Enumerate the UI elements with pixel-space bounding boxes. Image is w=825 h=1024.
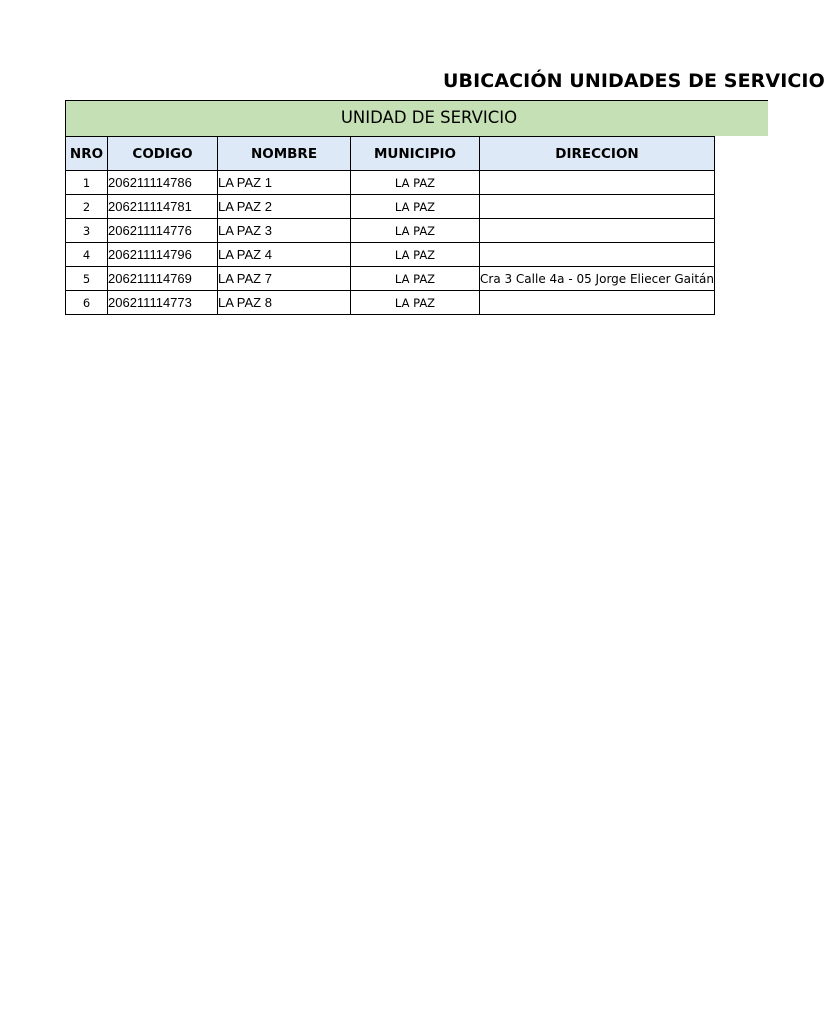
col-header-nombre: NOMBRE: [218, 137, 351, 171]
cell-municipio: LA PAZ: [351, 171, 480, 195]
cell-codigo: 206211114773: [108, 291, 218, 315]
cell-nombre: LA PAZ 3: [218, 219, 351, 243]
table-row: [66, 291, 715, 315]
cell-codigo: 206211114786: [108, 171, 218, 195]
service-units-table: [65, 136, 715, 315]
cell-nro: 2: [66, 195, 108, 219]
cell-direccion: [480, 219, 715, 243]
cell-nro: 5: [66, 267, 108, 291]
cell-nro: 1: [66, 171, 108, 195]
table-row: [66, 195, 715, 219]
cell-nombre: LA PAZ 2: [218, 195, 351, 219]
cell-nombre: LA PAZ 1: [218, 171, 351, 195]
table-row: [66, 243, 715, 267]
cell-municipio: LA PAZ: [351, 267, 480, 291]
cell-nro: 4: [66, 243, 108, 267]
col-header-nro: NRO: [66, 137, 108, 171]
cell-codigo: 206211114776: [108, 219, 218, 243]
cell-nombre: LA PAZ 7: [218, 267, 351, 291]
cell-nro: 6: [66, 291, 108, 315]
cell-direccion: [480, 171, 715, 195]
cell-codigo: 206211114769: [108, 267, 218, 291]
col-header-codigo: CODIGO: [108, 137, 218, 171]
cell-nombre: LA PAZ 8: [218, 291, 351, 315]
col-header-municipio: MUNICIPIO: [351, 137, 480, 171]
title-area: [0, 66, 825, 96]
table-row: [66, 219, 715, 243]
col-header-direccion: DIRECCION: [480, 137, 715, 171]
cell-direccion: [480, 243, 715, 267]
table-row: [66, 171, 715, 195]
table-row: [66, 267, 715, 291]
page-title: UBICACIÓN UNIDADES DE SERVICIO: [443, 70, 825, 92]
cell-direccion: Cra 3 Calle 4a - 05 Jorge Eliecer Gaitán: [480, 267, 715, 291]
cell-direccion: [480, 195, 715, 219]
cell-municipio: LA PAZ: [351, 243, 480, 267]
cell-direccion: [480, 291, 715, 315]
cell-nro: 3: [66, 219, 108, 243]
cell-codigo: 206211114781: [108, 195, 218, 219]
cell-codigo: 206211114796: [108, 243, 218, 267]
cell-nombre: LA PAZ 4: [218, 243, 351, 267]
cell-municipio: LA PAZ: [351, 219, 480, 243]
cell-municipio: LA PAZ: [351, 291, 480, 315]
section-band: [65, 100, 768, 136]
header-row: [66, 137, 715, 171]
section-band-label: UNIDAD DE SERVICIO: [340, 108, 518, 127]
cell-municipio: LA PAZ: [351, 195, 480, 219]
